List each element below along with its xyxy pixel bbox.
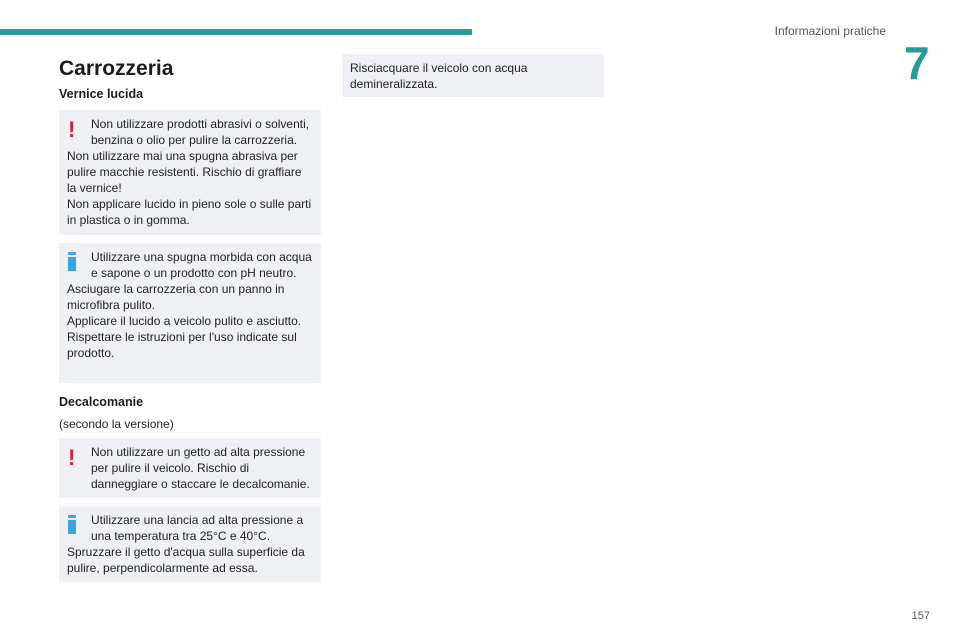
info-box-vernice: [59, 243, 321, 383]
info-text-line: Rispettare le istruzioni per l'uso indicate sul prodotto.: [67, 330, 297, 360]
heading-decalcomanie: Decalcomanie: [59, 395, 144, 409]
warning-text-first: Non utilizzare un getto ad alta pressione per pulire il veicolo. Rischio di danneggiare o staccare le decalcomanie.: [91, 445, 310, 491]
info-text-first: Utilizzare una lancia ad alta pressione a una temperatura tra 25°C e 40°C.: [91, 513, 304, 543]
info-icon: [68, 515, 80, 534]
warning-icon: !: [68, 445, 76, 470]
info-text-line: Spruzzare il getto d'acqua sulla superficie da pulire, perpendicolarmente ad essa.: [67, 545, 305, 575]
warning-box-decalcomanie: [59, 438, 321, 498]
info-text-first: Utilizzare una spugna morbida con acqua e sapone o un prodotto con pH neutro.: [91, 250, 312, 280]
info-text-line: Asciugare la carrozzeria con un panno in microfibra pulito.: [67, 282, 285, 312]
warning-text-first: Non utilizzare prodotti abrasivi o solventi, benzina o olio per pulire la carrozzeria.: [91, 117, 310, 147]
info-text-line: Applicare il lucido a veicolo pulito e asciutto.: [67, 314, 302, 328]
warning-text-line: Non applicare lucido in pieno sole o sulle parti in plastica o in gomma.: [67, 197, 312, 227]
warning-box-vernice: [59, 110, 321, 235]
header-accent-bar: [0, 29, 472, 35]
continued-text: Risciacquare il veicolo con acqua demineralizzata.: [350, 61, 528, 91]
left-column: [59, 56, 321, 582]
page-title: Carrozzeria: [59, 57, 174, 80]
warning-icon: !: [68, 117, 76, 142]
right-column: [342, 54, 604, 97]
warning-text-line: Non utilizzare mai una spugna abrasiva per pulire macchie resistenti. Rischio di graffiare la vernice!: [67, 149, 302, 195]
info-box-decalcomanie: [59, 506, 321, 582]
page-number: 157: [911, 610, 930, 622]
info-icon: [68, 252, 80, 271]
chapter-number: 7: [904, 37, 930, 89]
heading-vernice: Vernice lucida: [59, 87, 144, 101]
continued-box: [342, 54, 604, 97]
version-note: (secondo la versione): [59, 417, 174, 431]
section-title: Informazioni pratiche: [774, 24, 886, 38]
